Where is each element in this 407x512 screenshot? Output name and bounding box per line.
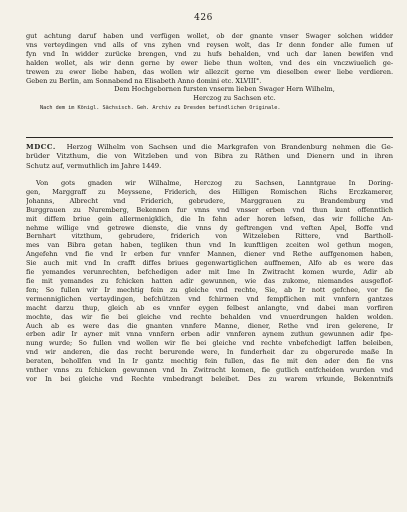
text-line: vns verteydingen vnd alls of vns zyhen vnd reysen wolt, das Ir denn fonder alle fumen uf (26, 40, 393, 49)
text-line: vnther vnns zu fchicken gewunnen vnd In Zwitracht komen, fie gutlich entfcheiden wurden vnd (26, 366, 393, 375)
source-note: Nach dem im Königl. Sächsisch. Geh. Archiv zu Dresden befindlichen Originale. (40, 105, 281, 112)
document-heading (26, 143, 393, 171)
page-number: 426 (194, 13, 213, 23)
text-line: fie yemandes verunrechten, befchedigen ader mit Ime In Zwitracht komen wurde, Adir ab (26, 268, 393, 277)
text-line: vermenniglichen vertaydingen, befchützen vnd fchirmen vnd fempflichen mit vnnfern gantzes (26, 294, 393, 303)
text-line: nung wurde; So fullen vnd wollen wir fie bei gleiche vnd rechte vnbefchedigt laffen beleiben, (26, 339, 393, 348)
section-divider (26, 137, 393, 138)
text-line: mes van Bibra getan haben, tegliken thun vnd In kunftligen zceiten wol gethun mogen, (26, 241, 393, 250)
text-line: fyn vnd In widder zurücke brengen, vnd zu hufs behalden, vnd uch dar lanen bewifen vnd (26, 49, 393, 58)
heading-line: brüder Vitzthum, die von Witzleben und von Bibra zu Räthen und Dienern und in ihren (26, 152, 393, 161)
document-body (26, 179, 393, 384)
text-line: fie mit yemandes zu fchicken hatten adir gewunnen, wie das zukome, niemandes ausgeflof- (26, 276, 393, 285)
text-line: Geben zu Berlin, am Sonnabend na Elisabeth Anno domini etc. XLVIII°. (26, 76, 262, 85)
previous-letter (26, 32, 393, 112)
heading-line: Herzog Wilhelm von Sachsen und die Markgrafen von Brandenburg nehmen die Ge- (66, 143, 393, 151)
text-line: trewen zu ewer liebe haben, das wollen wir allezcit gerne vm dieselben ewer liebe verdieren. (26, 67, 393, 76)
text-line: Bernhart vitzthum, gebrudere, friderich von Witzeleben Rittere, vnd Bartholl- (26, 232, 393, 241)
text-line: Von gots gnaden wir Wilhalme, Herczog zu Sachsen, Lanntgraue In Doring- (36, 179, 393, 187)
signature-address: Dem Hochgebornen fursten vnserm lieben Swager Hern Wilhelm, (114, 85, 335, 94)
text-line: Johanns, Albrecht vnd Friderich, gebrudere, Marggrauen zu Brandemburg vnd (26, 196, 393, 205)
text-line: Sie auch mit vnd In crafft diffes briues gegenwartiglichen auffnemen, Alfo ab es were das (26, 259, 393, 268)
text-line: vor In bei gleiche vnd Rechte vmbedrangt beleibet. Des zu warem vrkunde, Bekenntnifs (26, 374, 393, 383)
heading-line: Schutz auf, vermuthlich im Jahre 1449. (26, 161, 162, 170)
text-line: mit diffem briue gein allermenigklich, die In fehn ader horen lefsen, das wir folliche An- (26, 214, 393, 223)
text-line: erben adir Ir ayner mit vnna vnnfern erben adir vnnferen aynem zuthun gewunnen adir fpe- (26, 330, 393, 339)
text-line: vnd wir anderen, die das recht berurende were, In funderheit dar zu obgerurede maße In (26, 348, 393, 357)
text-line: Angefehn vnd fie vnd Ir erben fur vnnfer Mannen, diener vnd Rethe auffgenomen haben, (26, 250, 393, 259)
text-line: macht darzu thup, gleich ab es vnnfer eygen felbest anlangte, vnd dabei man vorfiren (26, 303, 393, 312)
signature-title: Herczog zu Sachsen etc. (193, 94, 276, 103)
text-line: Burggrauen zu Nuremberg, Bekennen fur vnns vnd vnsser erben vnd thun kunt offenntlich (26, 205, 393, 214)
text-line: gut achtung daruf haben und verfügen wollet, ob der gnante vnser Swager solchen widder (26, 32, 393, 40)
document-number: MDCC. (26, 143, 56, 151)
text-line: Auch ab es were das die gnanten vnnfere Manne, diener, Rethe vnd iren gelerene, Ir (26, 321, 393, 330)
text-line: fen; So fullen wir Ir mechtig fein zu gleiche vnd rechte, Sie, ab Ir nott gefchee, vor fie (26, 285, 393, 294)
text-line: nehme willige vnd getrewe dienste, die vnns dy geftrengen vnd veften Apel, Boffe vnd (26, 223, 393, 232)
text-line: mochte, das wir fie bei gleiche vnd rechte behalden vnd vnuerdrungen halden wolden. (26, 312, 393, 321)
text-line: gen, Marggraff zu Meyssene, Friderich, des Hilligen Romischen Richs Erczkamerer, (26, 187, 393, 196)
text-line: halden wollet, als wir denn gerne by ewer liebe thun wolten, vnd des ein vnczwiuelich ge- (26, 58, 393, 67)
text-line: beraten, behollfen vnd In Ir gantz mechtig fein fullen, das fie mit den ader den fie vns (26, 357, 393, 366)
